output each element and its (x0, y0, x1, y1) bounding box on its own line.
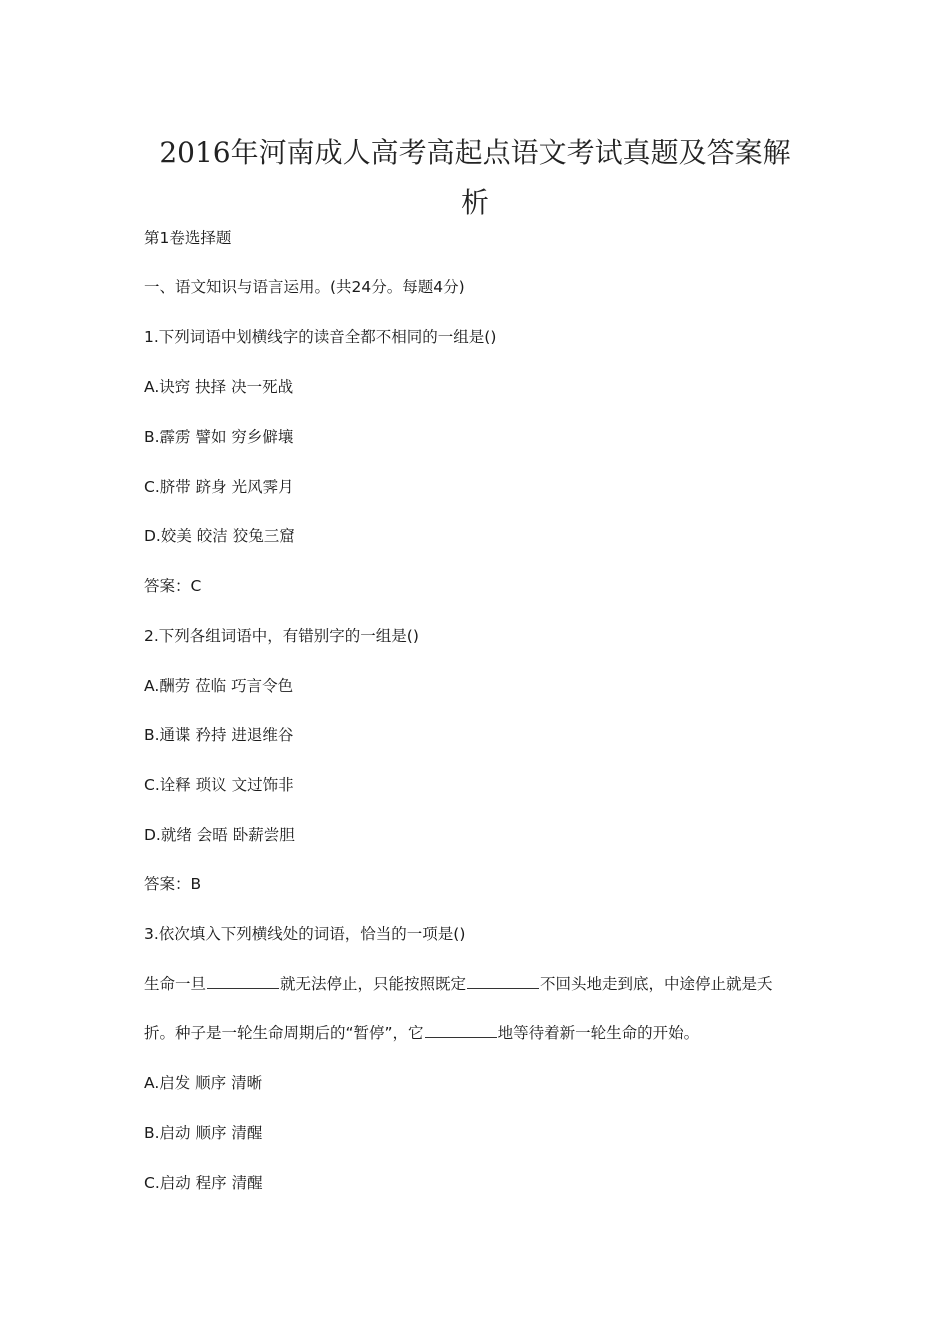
passage-text-3: 不回头地走到底，中途停止就是夭 (540, 975, 773, 993)
fill-blank-3 (425, 1023, 497, 1038)
question-2-stem: 2.下列各组词语中，有错别字的一组是() (144, 627, 419, 645)
question-3-passage-line-2 (144, 1022, 699, 1044)
question-2-option-c: C.诠释 琐议 文过饰非 (144, 776, 294, 794)
question-1-option-b: B.霹雳 譬如 穷乡僻壤 (144, 428, 294, 446)
passage-text-1: 生命一旦 (144, 975, 207, 993)
passage-text-4: 折。种子是一轮生命周期后的“暂停”，它 (144, 1024, 424, 1042)
section-heading: 一、语文知识与语言运用。(共24分。每题4分) (144, 278, 465, 296)
passage-text-2: 就无法停止，只能按照既定 (280, 975, 467, 993)
passage-text-5: 地等待着新一轮生命的开始。 (497, 1024, 700, 1042)
question-2-option-b: B.通谍 矜持 进退维谷 (144, 726, 294, 744)
fill-blank-2 (467, 974, 539, 989)
question-3-option-a: A.启发 顺序 清晰 (144, 1074, 263, 1092)
volume-heading: 第1卷选择题 (144, 229, 232, 247)
question-1-option-d: D.姣美 皎洁 狡兔三窟 (144, 527, 295, 545)
question-1-answer: 答案：C (144, 577, 202, 595)
question-3-option-b: B.启动 顺序 清醒 (144, 1124, 263, 1142)
document-title: 2016年河南成人高考高起点语文考试真题及答案解析 (159, 136, 791, 219)
question-3-option-c: C.启动 程序 清醒 (144, 1174, 263, 1192)
question-1-stem: 1.下列词语中划横线字的读音全都不相同的一组是() (144, 328, 497, 346)
fill-blank-1 (207, 974, 279, 989)
question-3-stem: 3.依次填入下列横线处的词语，恰当的一项是() (144, 925, 466, 943)
question-1-option-a: A.诀窍 抉择 决一死战 (144, 378, 294, 396)
question-1-option-c: C.脐带 跻身 光风霁月 (144, 478, 294, 496)
question-3-passage-line-1 (144, 973, 773, 995)
question-2-answer: 答案：B (144, 875, 202, 893)
question-2-option-d: D.就绪 会晤 卧薪尝胆 (144, 826, 295, 844)
question-2-option-a: A.酬劳 莅临 巧言令色 (144, 677, 294, 695)
